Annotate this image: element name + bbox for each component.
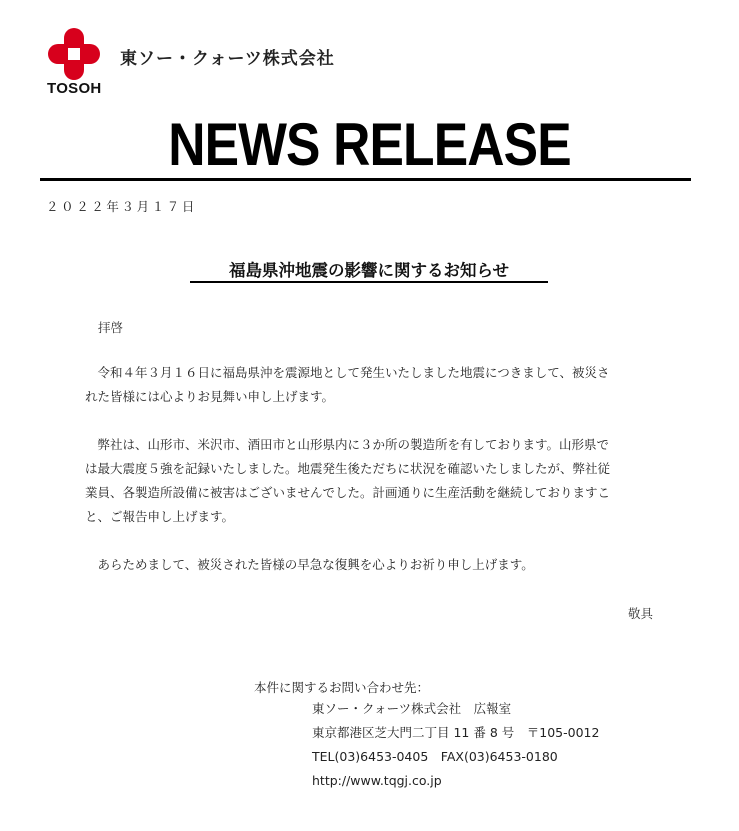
contact-block [312, 697, 599, 793]
news-release-heading: NEWS RELEASE [168, 111, 571, 178]
title-underline [190, 281, 548, 283]
contact-label: 本件に関するお問い合わせ先： [254, 680, 430, 695]
paragraph-line: は最大震度５強を記録いたしました。地震発生後ただちに状況を確認いたしましたが、弊社従 [85, 461, 611, 476]
paragraph-line: 令和４年３月１６日に福島県沖を震源地として発生いたしました地震につきまして、被災さ [85, 365, 610, 380]
release-date: ２０２２年３月１７日 [46, 199, 198, 214]
paragraph-status [85, 433, 675, 529]
contact-department: 東ソー・クォーツ株式会社 広報室 [312, 701, 512, 716]
contact-website-link[interactable]: http://www.tqgj.co.jp [312, 773, 442, 788]
greeting: 拝啓 [98, 320, 124, 335]
company-name: 東ソー・クォーツ株式会社 [120, 49, 335, 69]
paragraph-line: 業員、各製造所設備に被害はございませんでした。計画通りに生産活動を継続しておりますこ [85, 485, 611, 500]
contact-address: 東京都港区芝大門二丁目 11 番 8 号 〒105-0012 [312, 725, 600, 740]
paragraph-sympathy [85, 361, 675, 409]
paragraph-line: と、ご報告申し上げます。 [85, 509, 235, 524]
tosoh-logo-mark [48, 28, 100, 80]
logo-text: TOSOH [47, 80, 102, 97]
closing: 敬具 [628, 606, 654, 621]
contact-phone-fax: TEL(03)6453-0405 FAX(03)6453-0180 [312, 749, 558, 764]
header-divider [40, 178, 691, 181]
document-title: 福島県沖地震の影響に関するお知らせ [228, 261, 509, 280]
paragraph-recovery [85, 553, 675, 577]
paragraph-line: あらためまして、被災された皆様の早急な復興を心よりお祈り申し上げます。 [85, 557, 534, 572]
paragraph-line: れた皆様には心よりお見舞い申し上げます。 [85, 389, 335, 404]
paragraph-line: 弊社は、山形市、米沢市、酒田市と山形県内に３か所の製造所を有しております。山形県で [85, 437, 610, 452]
